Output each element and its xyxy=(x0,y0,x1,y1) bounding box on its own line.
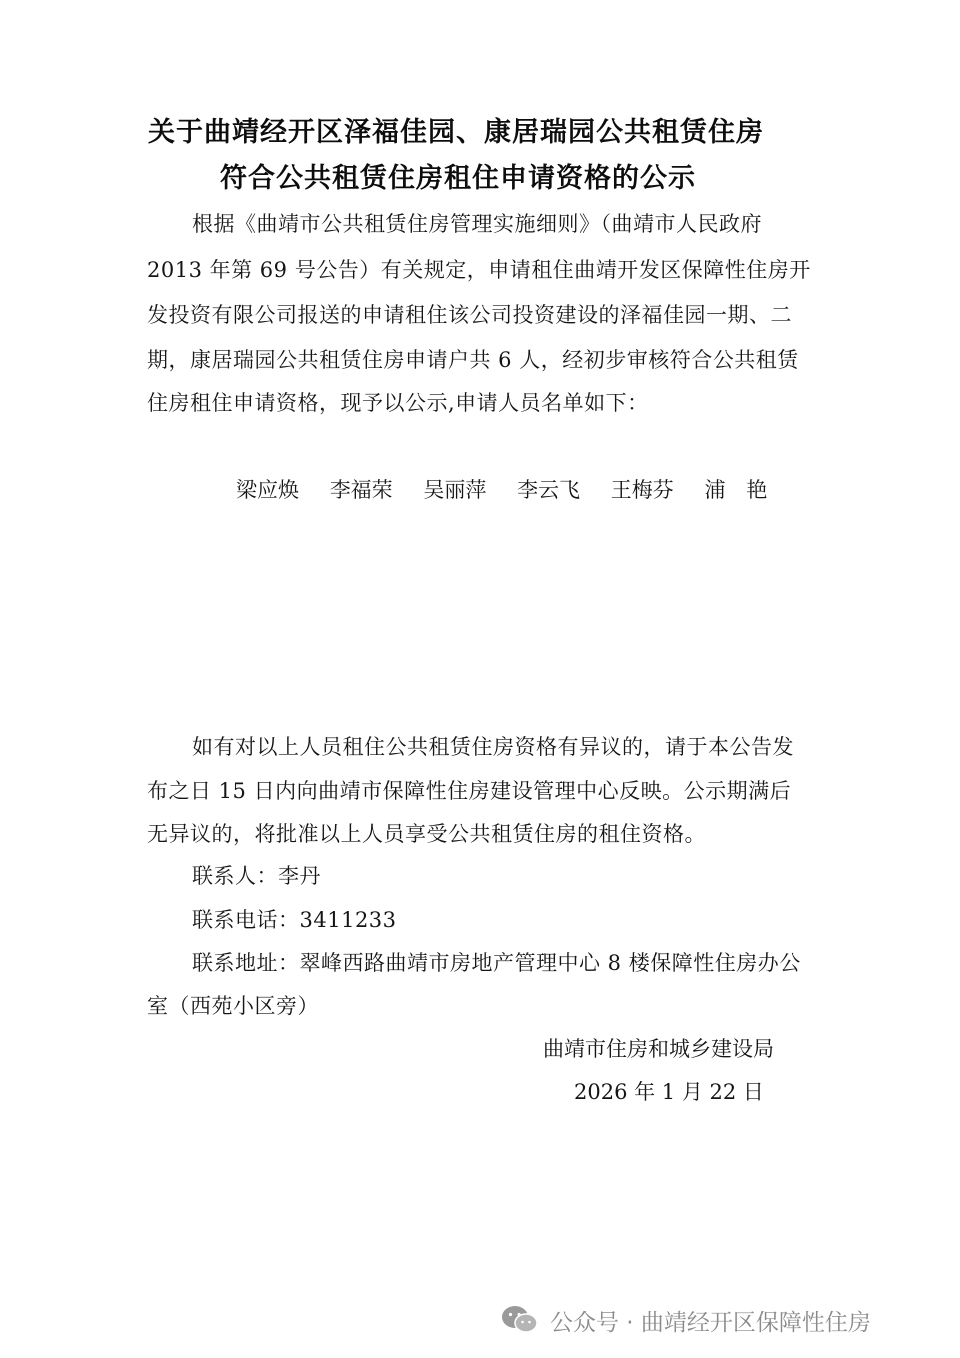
objection-line: 无异议的，将批准以上人员享受公共租赁住房的租住资格。 xyxy=(147,822,706,846)
contact-address-cont: 室（西苑小区旁） xyxy=(147,994,319,1018)
contact-person: 联系人：李丹 xyxy=(192,864,321,888)
intro-line: 住房租住申请资格，现予以公示,申请人员名单如下： xyxy=(147,391,649,415)
wechat-watermark xyxy=(500,1300,871,1340)
issuing-organization: 曲靖市住房和城乡建设局 xyxy=(543,1037,774,1061)
intro-line: 根据《曲靖市公共租赁住房管理实施细则》（曲靖市人民政府 xyxy=(192,212,762,236)
contact-address: 联系地址：翠峰西路曲靖市房地产管理中心 8 楼保障性住房办公 xyxy=(192,951,801,975)
watermark-text: 公众号 · 曲靖经开区保障性住房 xyxy=(550,1309,871,1336)
applicant-list xyxy=(236,474,791,504)
applicant-name: 李福荣 xyxy=(329,478,393,502)
applicant-name: 王梅芬 xyxy=(610,478,674,502)
applicant-name: 李云飞 xyxy=(517,478,581,502)
applicant-name: 吴丽萍 xyxy=(423,478,487,502)
notice-title-line-2: 符合公共租赁住房租住申请资格的公示 xyxy=(220,163,696,194)
objection-line: 布之日 15 日内向曲靖市保障性住房建设管理中心反映。公示期满后 xyxy=(147,779,792,803)
applicant-name: 浦 艳 xyxy=(704,478,768,502)
issue-date: 2026 年 1 月 22 日 xyxy=(574,1080,764,1104)
intro-line: 2013 年第 69 号公告）有关规定，申请租住曲靖开发区保障性住房开 xyxy=(147,258,811,282)
intro-line: 发投资有限公司报送的申请租住该公司投资建设的泽福佳园一期、二 xyxy=(147,303,792,327)
applicant-name: 梁应焕 xyxy=(236,478,299,502)
objection-line: 如有对以上人员租住公共租赁住房资格有异议的，请于本公告发 xyxy=(192,735,794,759)
contact-phone: 联系电话：3411233 xyxy=(192,908,397,932)
wechat-icon xyxy=(500,1303,540,1337)
intro-line: 期，康居瑞园公共租赁住房申请户共 6 人，经初步审核符合公共租赁 xyxy=(147,348,799,372)
notice-title-line-1: 关于曲靖经开区泽福佳园、康居瑞园公共租赁住房 xyxy=(148,117,764,148)
